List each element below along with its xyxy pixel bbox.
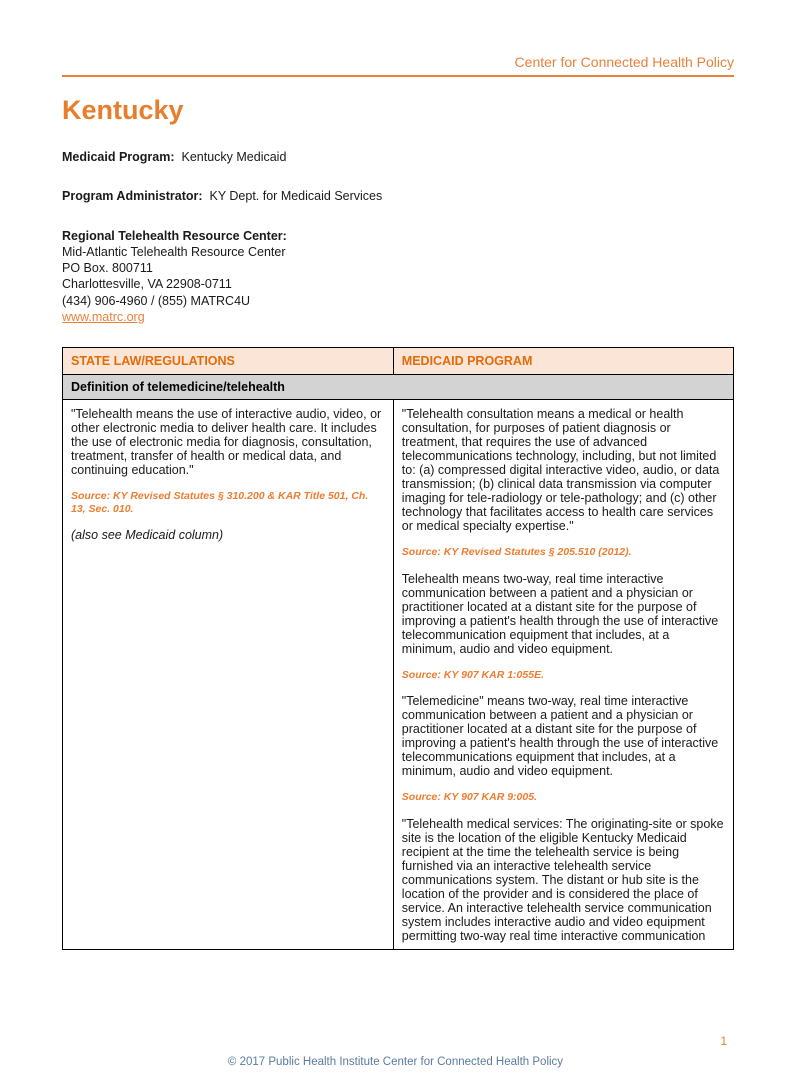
medicaid-paragraph-1: "Telehealth consultation means a medical or health consultation, for purposes of patient diagnosis or treatment, that requires the use of advanced telecommunications technology, including, but not limited to: (a) compressed digital interactive video, audio, or data transmission; (b) clinical data transmission via computer imaging for tele-radiology or tele-pathology; and (c) other technology that facilitates access to health care services or medical specialty expertise." <box>401 407 720 533</box>
medicaid-paragraph-4: "Telehealth medical services: The originating-site or spoke site is the location of the eligible Kentucky Medicaid recipient at the time the telehealth service is being furnished via an interactive telehealth service communications system. The distant or hub site is the location of the provider and is considered the place of service. An interactive telehealth service communication system includes interactive audio and video equipment permitting two-way real time interactive communication <box>401 816 724 943</box>
medicaid-source-1: Source: KY Revised Statutes § 205.510 (2012). <box>401 546 632 558</box>
state-law-source: Source: KY Revised Statutes § 310.200 & KAR Title 501, Ch. 13, Sec. 010. <box>71 490 369 515</box>
table-body-row <box>63 400 734 950</box>
program-administrator-row <box>62 189 734 204</box>
resource-center-label: Regional Telehealth Resource Center: <box>62 228 287 243</box>
medicaid-program-value: Kentucky Medicaid <box>181 150 287 164</box>
state-law-note: (also see Medicaid column) <box>71 528 224 543</box>
table-header-row <box>63 348 734 375</box>
medicaid-paragraph-3: "Telemedicine" means two-way, real time interactive communication between a patient and a physician or practitioner located at a distant site for the purpose of improving a patient's health through the use of interactive telecommunications equipment that includes, at a minimum, audio and video equipment. <box>401 694 719 779</box>
page-number: 1 <box>720 1034 727 1048</box>
medicaid-source-2: Source: KY 907 KAR 1:055E. <box>401 668 544 681</box>
policy-table <box>62 347 734 950</box>
resource-center-city: Charlottesville, VA 22908-0711 <box>62 277 232 292</box>
resource-center-phone: (434) 906-4960 / (855) MATRC4U <box>62 293 251 308</box>
medicaid-program-column-header: MEDICAID PROGRAM <box>393 348 733 375</box>
medicaid-program-row <box>62 150 734 165</box>
state-law-paragraph: "Telehealth means the use of interactive audio, video, or other electronic media to deliver health care. It includes the use of electronic media for diagnosis, consultation, treatment, transfer of health or medical data, and continuing education." <box>71 407 382 477</box>
document-page <box>0 54 791 950</box>
program-administrator-label: Program Administrator: <box>62 189 203 204</box>
info-block <box>62 150 734 325</box>
section-header: Definition of telemedicine/telehealth <box>63 375 734 400</box>
page-title: Kentucky <box>62 95 184 125</box>
resource-center-name: Mid-Atlantic Telehealth Resource Center <box>62 244 286 259</box>
footer-copyright: © 2017 Public Health Institute Center for Connected Health Policy <box>227 1056 564 1068</box>
state-law-column-header: STATE LAW/REGULATIONS <box>63 348 394 375</box>
document-header <box>62 54 734 77</box>
medicaid-program-label: Medicaid Program: <box>62 150 175 164</box>
state-law-cell <box>63 400 394 950</box>
resource-center-po-box: PO Box. 800711 <box>62 261 153 275</box>
section-header-row <box>63 375 734 400</box>
brand-text: Center for Connected Health Policy <box>514 54 734 70</box>
medicaid-source-3: Source: KY 907 KAR 9:005. <box>401 791 537 804</box>
medicaid-cell <box>393 400 733 950</box>
resource-center-website-link[interactable]: www.matrc.org <box>62 309 145 324</box>
medicaid-paragraph-2: Telehealth means two-way, real time interactive communication between a patient and a physician or practitioner located at a distant site for the purpose of improving a patient's health through the use of interactive telecommunication equipment that includes, at a minimum, audio and video equipment. <box>401 571 719 656</box>
program-administrator-value: KY Dept. for Medicaid Services <box>209 189 383 204</box>
resource-center-block <box>62 229 734 326</box>
